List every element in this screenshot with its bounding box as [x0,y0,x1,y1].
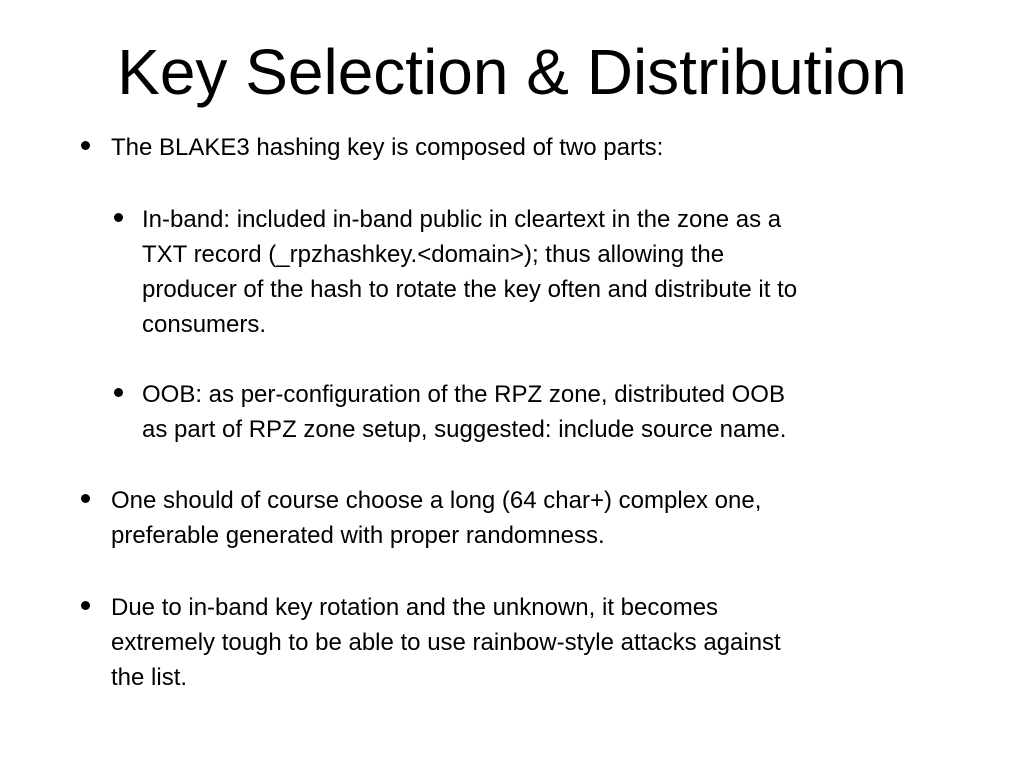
bullet-line: consumers. [142,311,267,338]
bullet-dot-icon [81,494,90,503]
bullet-line: the list. [111,664,188,691]
bullet-dot-icon [81,141,90,150]
bullet-text [111,483,961,553]
bullet-line: TXT record (_rpzhashkey.<domain>); thus allowing the [142,241,725,268]
bullet-text [142,377,962,447]
bullet-line: extremely tough to be able to use rainbow-style attacks against [111,629,781,656]
bullet-dot-icon [114,213,123,222]
bullet-line: producer of the hash to rotate the key often and distribute it to [142,276,798,303]
bullet-line: One should of course choose a long (64 char+) complex one, [111,487,762,514]
slide-title: Key Selection & Distribution [117,36,907,108]
bullet-text [111,590,961,695]
bullet-line: The BLAKE3 hashing key is composed of two parts: [111,134,664,161]
bullet-text [111,130,961,165]
bullet-text [142,202,962,342]
bullet-dot-icon [81,601,90,610]
bullet-line: Due to in-band key rotation and the unknown, it becomes [111,594,719,621]
bullet-dot-icon [114,388,123,397]
bullet-line: as part of RPZ zone setup, suggested: include source name. [142,416,787,443]
bullet-line: OOB: as per-configuration of the RPZ zone, distributed OOB [142,381,785,408]
bullet-line: In-band: included in-band public in cleartext in the zone as a [142,206,782,233]
bullet-line: preferable generated with proper randomness. [111,522,605,549]
